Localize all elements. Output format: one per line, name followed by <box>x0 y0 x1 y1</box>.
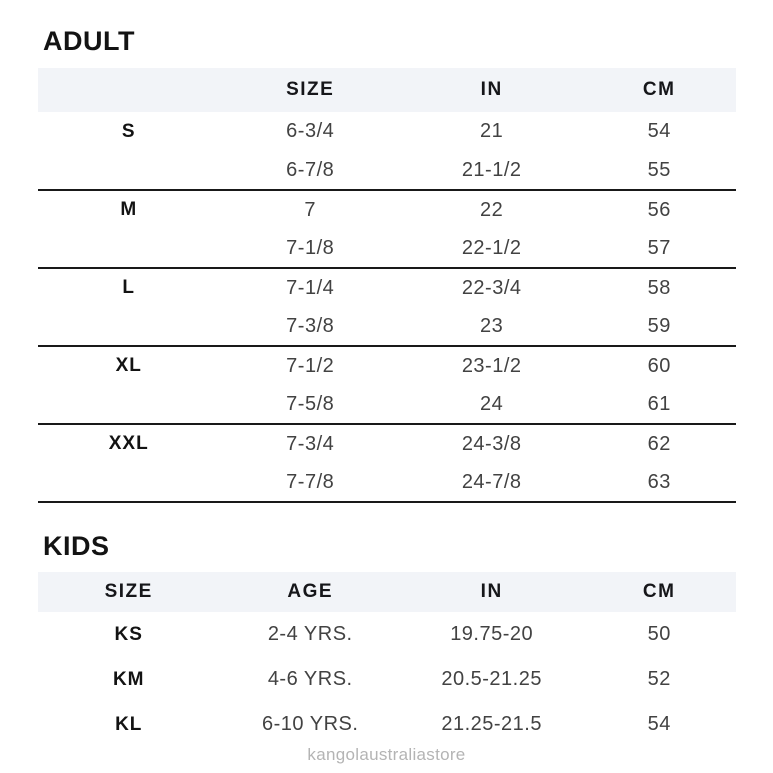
cm-cell: 57 <box>582 229 736 268</box>
age-cell: 2-4 YRS. <box>267 623 353 645</box>
row-label-cell: KL <box>115 713 143 735</box>
adult-section-title: ADULT <box>43 26 135 56</box>
adult-header-row <box>38 68 736 112</box>
size-cell: 7-1/2 <box>286 354 335 377</box>
age-cell: 4-6 YRS. <box>267 668 353 690</box>
size-cell: 6-3/4 <box>286 120 335 142</box>
in-cell: 22 <box>480 198 504 221</box>
size-cell: 7-3/8 <box>219 307 400 346</box>
row-label-cell: S <box>121 120 136 142</box>
in-cell: 19.75-20 <box>450 623 534 645</box>
adult-header-in: IN <box>401 68 582 112</box>
in-cell: 20.5-21.25 <box>441 668 542 690</box>
size-cell: 7-5/8 <box>219 385 400 424</box>
adult-header-size: SIZE <box>219 68 400 112</box>
table-row <box>38 385 736 424</box>
row-label-cell: L <box>122 277 136 298</box>
adult-header-cm: CM <box>582 68 736 112</box>
kids-header-row <box>38 572 736 612</box>
row-label-cell: XXL <box>108 433 149 454</box>
row-label-cell <box>38 229 219 268</box>
age-cell: 6-10 YRS. <box>262 713 359 735</box>
table-row <box>38 112 736 151</box>
size-cell: 7-7/8 <box>219 463 400 502</box>
cm-cell: 55 <box>582 151 736 190</box>
in-cell: 24-7/8 <box>401 463 582 502</box>
row-label-cell: KM <box>112 668 145 690</box>
cm-cell: 54 <box>647 120 671 142</box>
size-cell: 7-1/4 <box>286 276 335 299</box>
table-row <box>38 346 736 385</box>
table-row <box>38 702 736 747</box>
row-label-cell <box>38 385 219 424</box>
table-row <box>38 657 736 702</box>
table-row <box>38 151 736 190</box>
in-cell: 23 <box>401 307 582 346</box>
cm-cell: 58 <box>647 276 671 299</box>
cm-cell: 60 <box>647 354 671 377</box>
in-cell: 21-1/2 <box>401 151 582 190</box>
row-label-cell <box>38 463 219 502</box>
cm-cell: 54 <box>647 713 671 735</box>
kids-header-age: AGE <box>219 572 400 612</box>
in-cell: 24 <box>401 385 582 424</box>
table-row <box>38 190 736 229</box>
cm-cell: 50 <box>647 623 671 645</box>
table-row <box>38 612 736 657</box>
cm-cell: 56 <box>647 198 671 221</box>
cm-cell: 63 <box>582 463 736 502</box>
kids-header-in: IN <box>401 572 582 612</box>
watermark: kangolaustraliastore <box>307 745 466 764</box>
size-cell: 6-7/8 <box>219 151 400 190</box>
size-cell: 7-3/4 <box>286 432 335 455</box>
table-row <box>38 463 736 502</box>
in-cell: 21 <box>480 120 504 142</box>
cm-cell: 61 <box>582 385 736 424</box>
table-row <box>38 424 736 463</box>
in-cell: 22-3/4 <box>461 276 522 299</box>
row-label-cell <box>38 151 219 190</box>
in-cell: 22-1/2 <box>401 229 582 268</box>
row-label-cell: XL <box>115 355 142 376</box>
table-row <box>38 268 736 307</box>
row-label-cell: M <box>120 199 138 220</box>
row-label-cell: KS <box>114 623 143 645</box>
in-cell: 21.25-21.5 <box>441 713 542 735</box>
size-cell: 7 <box>304 198 317 221</box>
adult-header-blank <box>38 68 219 112</box>
table-row <box>38 229 736 268</box>
kids-size-table <box>38 572 736 747</box>
row-label-cell <box>38 307 219 346</box>
in-cell: 23-1/2 <box>461 354 522 377</box>
kids-header-size: SIZE <box>38 572 219 612</box>
size-cell: 7-1/8 <box>219 229 400 268</box>
adult-size-table <box>38 68 736 503</box>
in-cell: 24-3/8 <box>461 432 522 455</box>
kids-section-title: KIDS <box>43 531 110 561</box>
cm-cell: 52 <box>647 668 671 690</box>
table-row <box>38 307 736 346</box>
cm-cell: 62 <box>647 432 671 455</box>
kids-header-cm: CM <box>582 572 736 612</box>
cm-cell: 59 <box>582 307 736 346</box>
